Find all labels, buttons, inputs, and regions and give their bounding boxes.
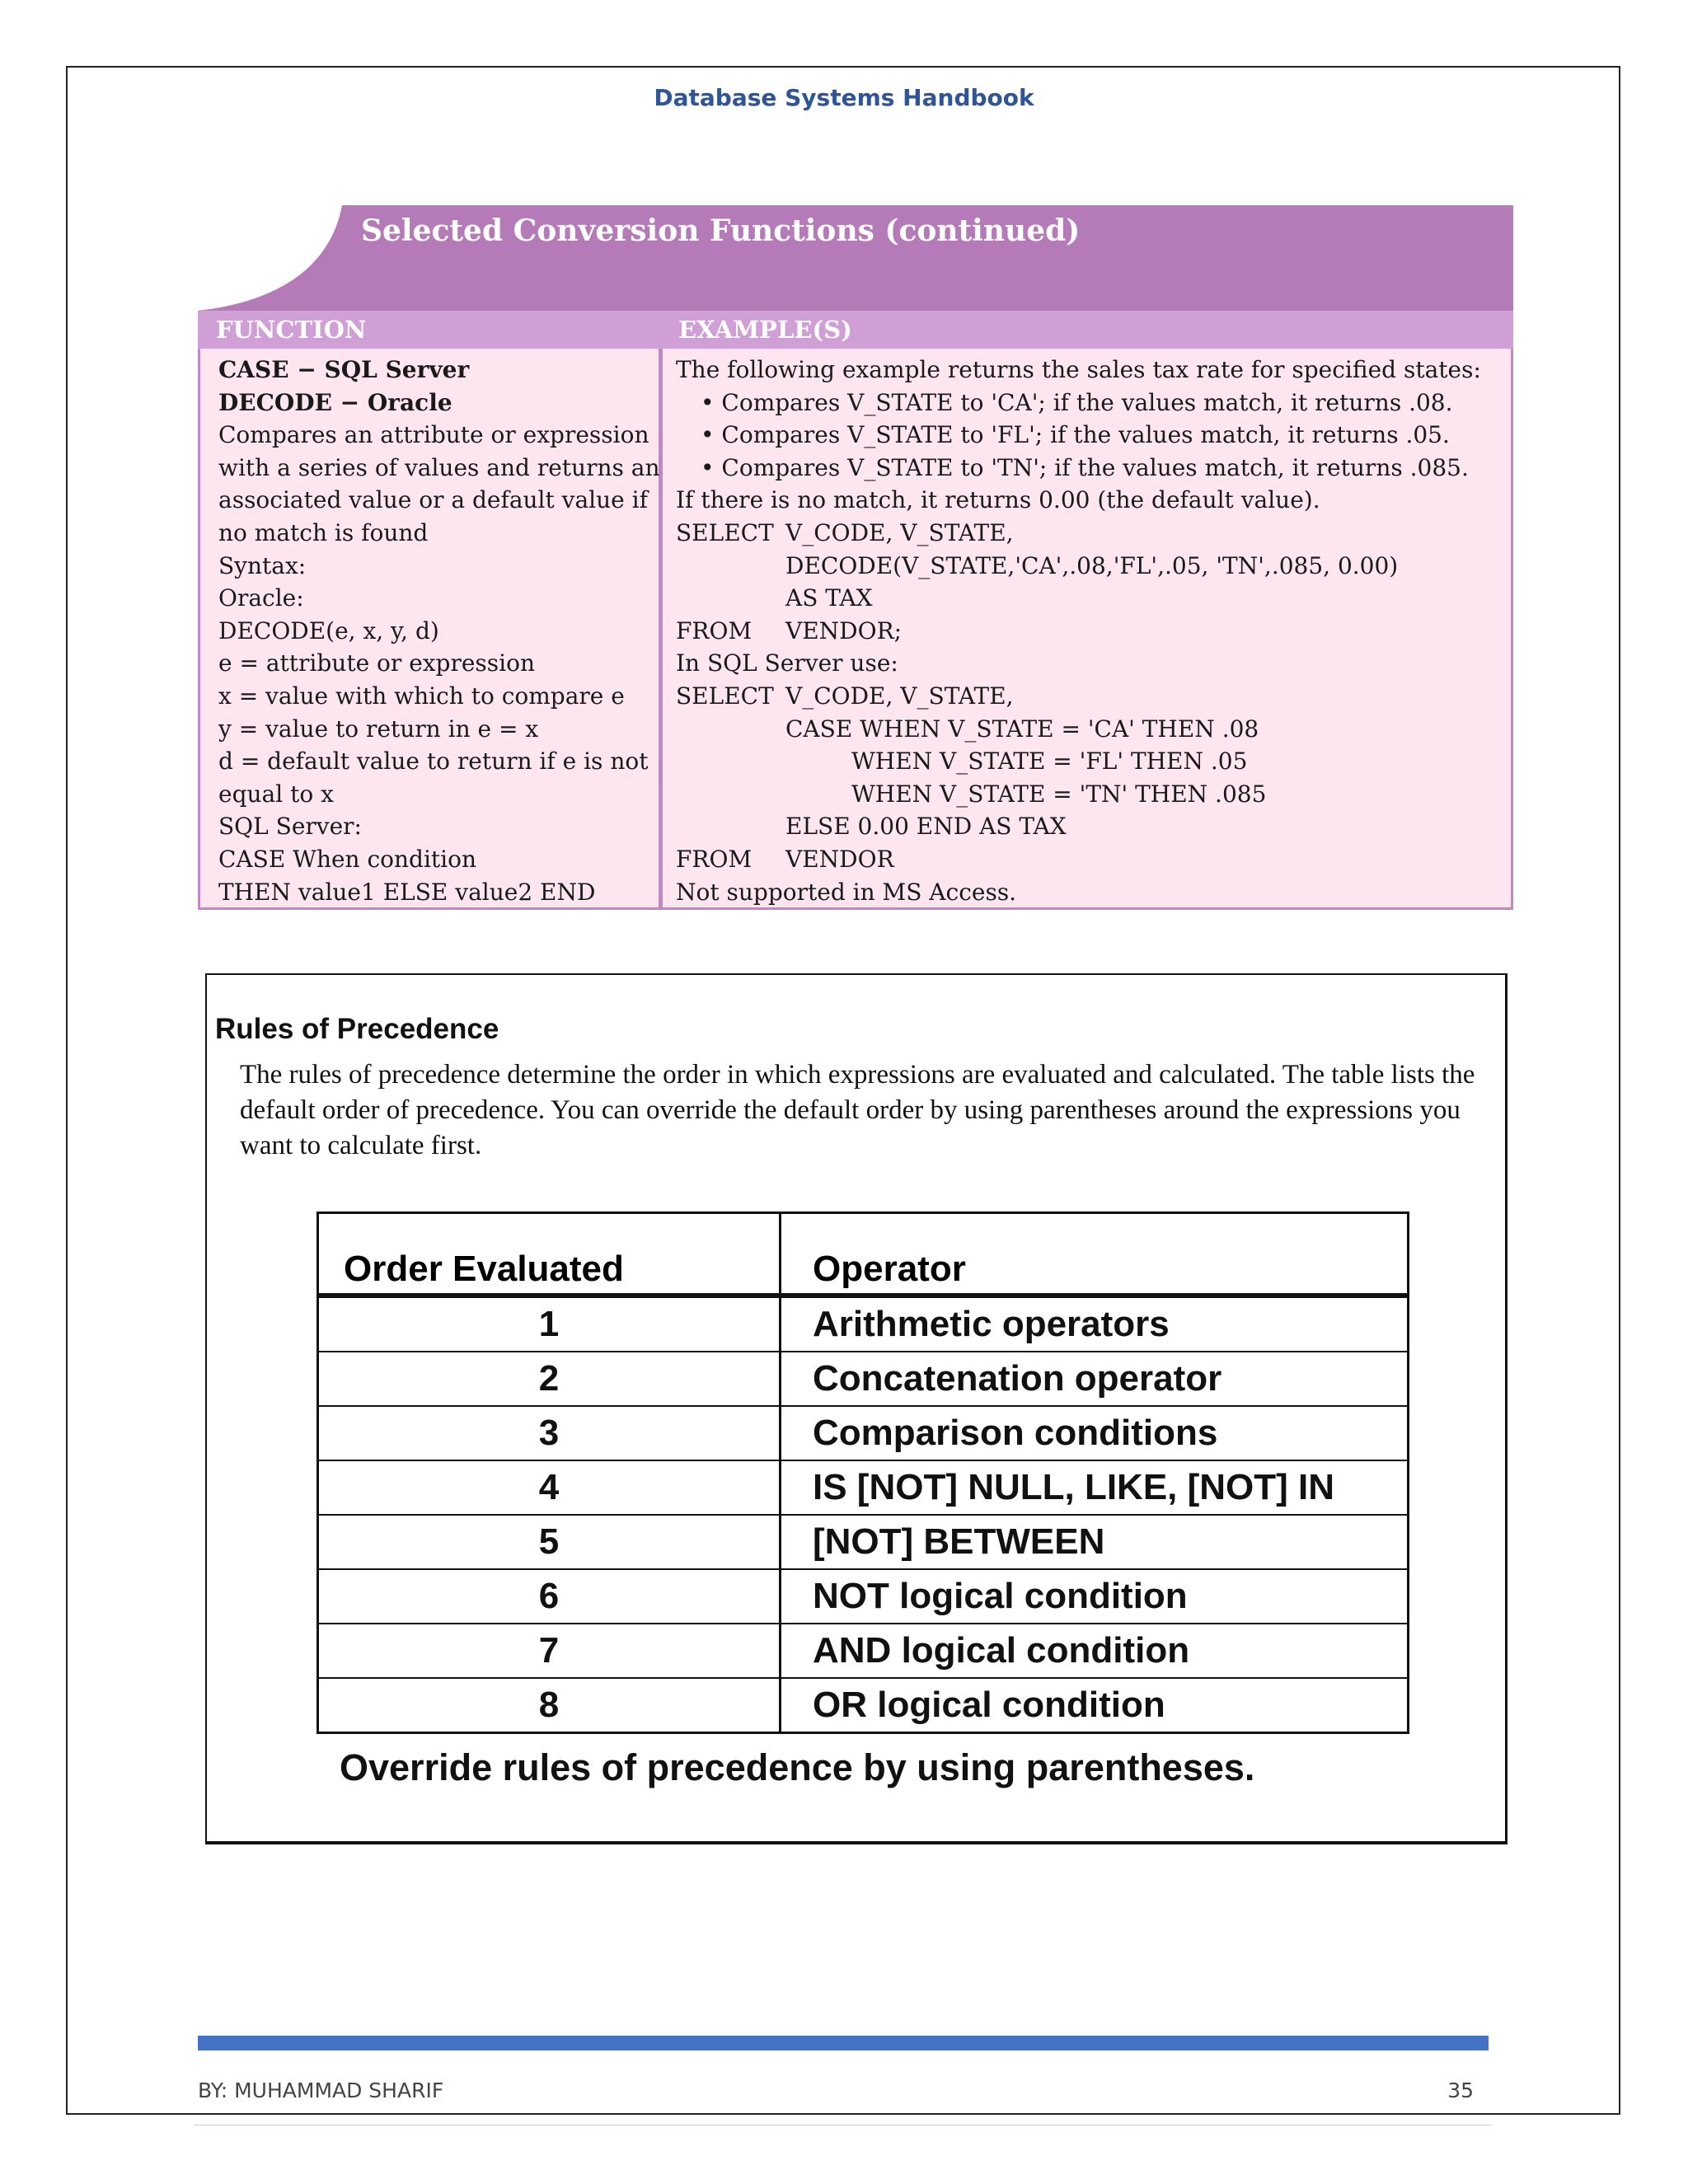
- order-cell: 6: [318, 1569, 781, 1624]
- conversion-functions-figure: [198, 205, 1513, 910]
- code-text: V_CODE, V_STATE,: [785, 518, 1014, 546]
- order-cell: 5: [318, 1515, 781, 1569]
- col-order-header: Order Evaluated: [318, 1213, 781, 1296]
- code-line: [676, 680, 1511, 713]
- code-line: [676, 615, 1511, 648]
- code-text: VENDOR;: [785, 616, 903, 644]
- function-line: e = attribute or expression: [218, 649, 536, 677]
- examples: [663, 349, 1511, 907]
- conversion-table-header: [198, 311, 1513, 349]
- code-line: [676, 843, 1511, 876]
- operator-cell: [781, 1624, 1409, 1678]
- code-line: WHEN V_STATE = 'TN' THEN .085: [851, 780, 1267, 808]
- table-row: [318, 1460, 1409, 1515]
- access-note: Not supported in MS Access.: [676, 878, 1017, 906]
- col-examples-header: EXAMPLE(S): [678, 316, 852, 344]
- order-cell: 1: [318, 1296, 781, 1352]
- code-text: V_CODE, V_STATE,: [785, 682, 1014, 710]
- table-row: [318, 1352, 1409, 1406]
- operator-keyword: OR: [813, 1685, 867, 1725]
- example-nomatch: If there is no match, it returns 0.00 (the default value).: [676, 486, 1320, 514]
- example-bullet-text: Compares V_STATE to 'FL'; if the values match, it returns .05.: [721, 421, 1450, 449]
- function-line: THEN value1 ELSE value2 END: [218, 878, 596, 906]
- precedence-table: [316, 1212, 1409, 1734]
- function-line: Syntax:: [218, 551, 307, 579]
- code-line: AS TAX: [785, 584, 873, 612]
- example-bullet-text: Compares V_STATE to 'CA'; if the values match, it returns .08.: [721, 388, 1453, 416]
- footer-bar: [198, 2036, 1489, 2050]
- operator-cell: Comparison conditions: [781, 1406, 1409, 1460]
- operator-keyword: AND: [813, 1630, 892, 1671]
- operator-cell: IS [NOT] NULL, LIKE, [NOT] IN: [781, 1460, 1409, 1515]
- operator-text: logical condition: [901, 1630, 1190, 1671]
- table-row: [318, 1569, 1409, 1624]
- function-line: DECODE(e, x, y, d): [218, 616, 439, 644]
- function-line: SQL Server:: [218, 813, 362, 841]
- operator-text: logical condition: [877, 1685, 1165, 1725]
- function-line: x = value with which to compare e: [218, 682, 625, 710]
- operator-cell: [781, 1678, 1409, 1733]
- code-keyword: SELECT: [676, 518, 774, 546]
- code-line: WHEN V_STATE = 'FL' THEN .05: [851, 748, 1248, 776]
- code-line: ELSE 0.00 END AS TAX: [785, 813, 1067, 841]
- function-line: with a series of values and returns an: [218, 453, 660, 481]
- table-row: [318, 1406, 1409, 1460]
- rules-of-precedence-figure: [205, 973, 1507, 1844]
- table-row: [318, 1515, 1409, 1569]
- order-cell: 4: [318, 1460, 781, 1515]
- sqlserver-intro: In SQL Server use:: [676, 649, 898, 677]
- order-cell: 7: [318, 1624, 781, 1678]
- footer-author: BY: MUHAMMAD SHARIF: [198, 2079, 444, 2102]
- operator-cell: Concatenation operator: [781, 1352, 1409, 1406]
- function-line: associated value or a default value if: [218, 486, 648, 514]
- example-intro: The following example returns the sales tax rate for specified states:: [676, 356, 1481, 383]
- page-header-title: Database Systems Handbook: [654, 84, 1034, 111]
- function-line: CASE − SQL Server: [218, 356, 470, 383]
- rules-description: The rules of precedence determine the order in which expressions are evaluated and calculated. The table lists the default order of precedence. You can override the default order by using parentheses around the expressions you want to calculate first.: [240, 1060, 1475, 1160]
- function-line: d = default value to return if e is not: [218, 748, 649, 776]
- operator-cell: [781, 1569, 1409, 1624]
- table-header-row: [318, 1213, 1409, 1296]
- conversion-banner: [198, 205, 1513, 311]
- col-function-header: FUNCTION: [216, 316, 367, 344]
- override-note: Override rules of precedence by using parentheses.: [340, 1746, 1255, 1788]
- function-line: no match is found: [218, 518, 429, 546]
- conversion-table-body: [198, 349, 1513, 910]
- example-bullet: • Compares V_STATE to 'TN'; if the values match, it returns .085.: [701, 453, 1469, 481]
- page-number: 35: [1447, 2079, 1474, 2102]
- example-bullet: • Compares V_STATE to 'CA'; if the values match, it returns .08.: [701, 388, 1453, 416]
- table-row: [318, 1678, 1409, 1733]
- code-keyword: FROM: [676, 845, 753, 873]
- function-description: [200, 349, 663, 907]
- code-line: CASE WHEN V_STATE = 'CA' THEN .08: [785, 715, 1259, 743]
- operator-keyword: NOT: [813, 1576, 889, 1616]
- operator-cell: [NOT] BETWEEN: [781, 1515, 1409, 1569]
- example-bullet: • Compares V_STATE to 'FL'; if the values match, it returns .05.: [701, 421, 1450, 449]
- rules-title: Rules of Precedence: [215, 1013, 499, 1045]
- function-line: Oracle:: [218, 584, 304, 612]
- code-line: DECODE(V_STATE,'CA',.08,'FL',.05, 'TN',.085, 0.00): [785, 551, 1399, 579]
- conversion-title: Selected Conversion Functions (continued): [361, 213, 1081, 248]
- operator-cell: Arithmetic operators: [781, 1296, 1409, 1352]
- function-line: y = value to return in e = x: [218, 715, 539, 743]
- operator-text: logical condition: [899, 1576, 1188, 1616]
- order-cell: 2: [318, 1352, 781, 1406]
- function-line: Compares an attribute or expression: [218, 421, 649, 449]
- table-row: [318, 1624, 1409, 1678]
- code-keyword: FROM: [676, 616, 753, 644]
- order-cell: 8: [318, 1678, 781, 1733]
- example-bullet-text: Compares V_STATE to 'TN'; if the values match, it returns .085.: [721, 453, 1469, 481]
- function-line: DECODE − Oracle: [218, 388, 452, 416]
- col-operator-header: Operator: [781, 1213, 1409, 1296]
- order-cell: 3: [318, 1406, 781, 1460]
- code-keyword: SELECT: [676, 682, 774, 710]
- table-row: [318, 1296, 1409, 1352]
- code-text: VENDOR: [785, 845, 894, 873]
- code-line: [676, 517, 1511, 550]
- function-line: equal to x: [218, 780, 334, 808]
- function-line: CASE When condition: [218, 845, 477, 873]
